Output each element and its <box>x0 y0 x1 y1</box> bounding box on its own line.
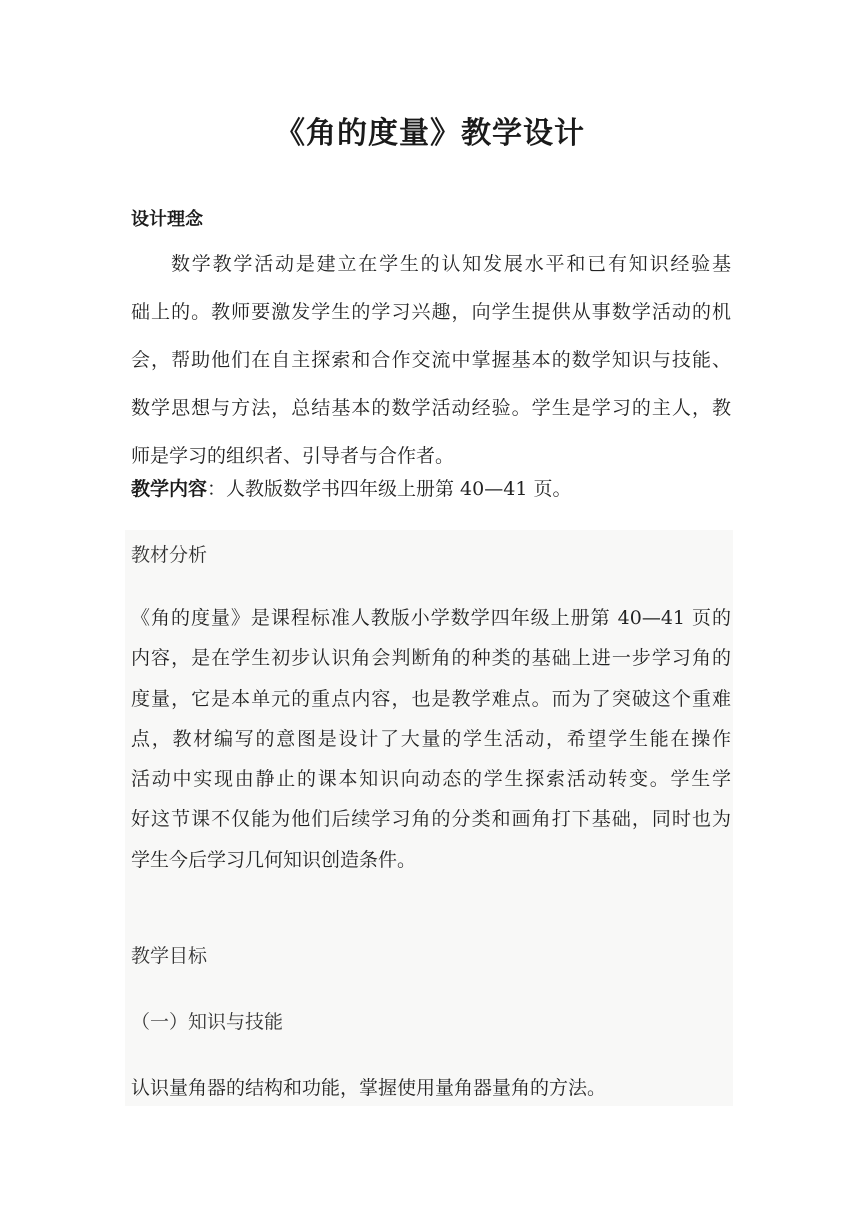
design-concept-heading: 设计理念 <box>131 209 203 230</box>
knowledge-skills-subheading: （一）知识与技能 <box>131 1011 284 1033</box>
paragraph-line: 学生今后学习几何知识创造条件。 <box>131 848 417 871</box>
teaching-content-text: ：人教版数学书四年级上册第 40—41 页。 <box>207 478 572 500</box>
paragraph-line: 数学思想与方法，总结基本的数学活动经验。学生是学习的主人，教 <box>131 397 731 419</box>
document-title: 《角的度量》教学设计 <box>275 116 585 151</box>
paragraph-line: 好这节课不仅能为他们后续学习角的分类和画角打下基础，同时也为 <box>131 808 731 831</box>
textbook-analysis-heading: 教材分析 <box>131 544 208 566</box>
textbook-analysis-paragraph <box>131 598 731 880</box>
design-concept-paragraph <box>131 240 731 480</box>
paragraph-line: 点，教材编写的意图是设计了大量的学生活动，希望学生能在操作 <box>131 727 731 750</box>
paragraph-line: 会，帮助他们在自主探索和合作交流中掌握基本的数学知识与技能、 <box>131 349 731 371</box>
teaching-content-line <box>131 476 571 502</box>
paragraph-line: 活动中实现由静止的课本知识向动态的学生探索活动转变。学生学 <box>131 768 731 791</box>
paragraph-line: 数学教学活动是建立在学生的认知发展水平和已有知识经验基 <box>171 253 731 275</box>
teaching-goals-heading: 教学目标 <box>131 945 208 967</box>
paragraph-line: 《角的度量》是课程标准人教版小学数学四年级上册第 40—41 页的 <box>131 607 731 629</box>
paragraph-line: 内容，是在学生初步认识角会判断角的种类的基础上进一步学习角的 <box>131 647 731 670</box>
paragraph-line: 度量，它是本单元的重点内容，也是教学难点。而为了突破这个重难 <box>131 687 731 710</box>
paragraph-line: 师是学习的组织者、引导者与合作者。 <box>131 445 455 467</box>
knowledge-skills-text: 认识量角器的结构和功能，掌握使用量角器量角的方法。 <box>131 1077 607 1099</box>
teaching-content-label: 教学内容 <box>131 478 208 500</box>
paragraph-line: 础上的。教师要激发学生的学习兴趣，向学生提供从事数学活动的机 <box>131 301 731 323</box>
